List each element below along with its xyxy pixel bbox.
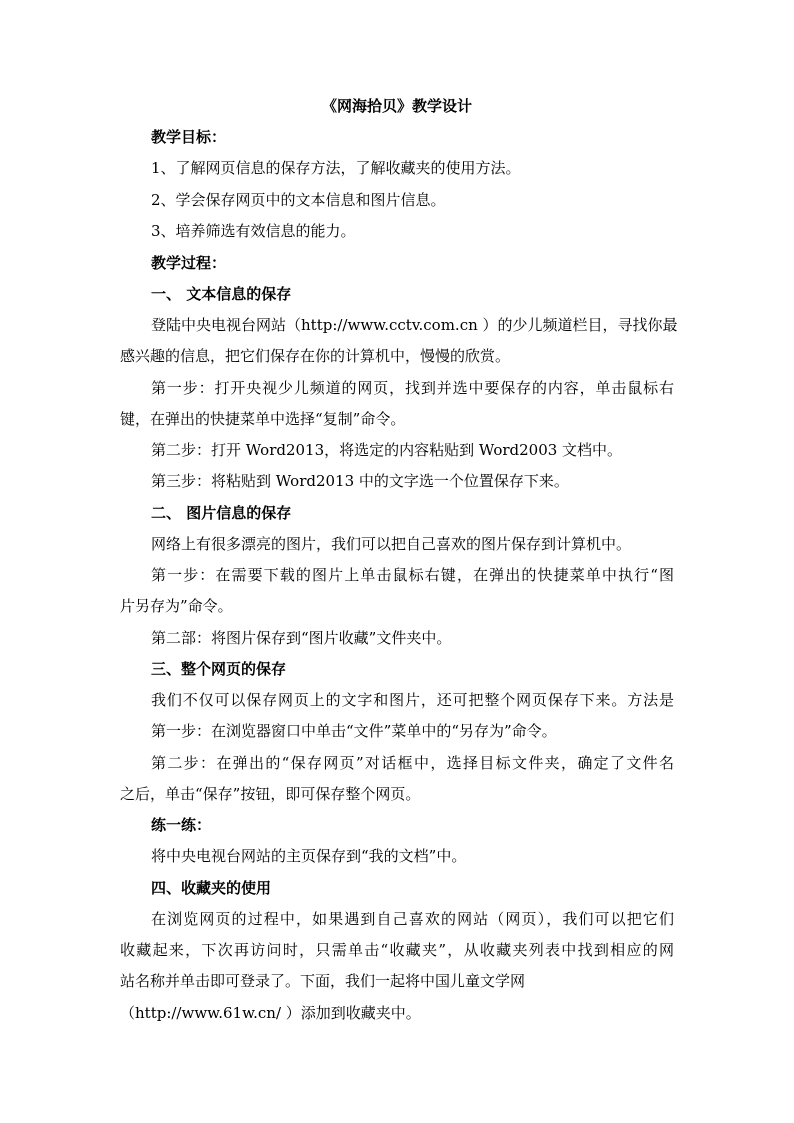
paragraph-line: 网络上有很多漂亮的图片，我们可以把自己喜欢的图片保存到计算机中。 [151,535,632,553]
paragraph-line: 登陆中央电视台网站（http://www.cctv.com.cn ）的少儿频道栏目，寻找你最 [151,316,678,334]
paragraph-line: 收藏起来，下次再访问时，只需单击“收藏夹”，从收藏夹列表中找到相应的网 [120,941,674,959]
paragraph-line: 第一步：打开央视少儿频道的网页，找到并选中要保存的内容，单击鼠标右 [151,379,674,397]
paragraph-line: 第三步：将粘贴到 Word2013 中的文字选一个位置保存下来。 [151,472,569,490]
paragraph-line: 片另存为”命令。 [120,597,233,615]
document-title: 《网海拾贝》教学设计 [321,97,472,115]
paragraph-line: （http://www.61w.cn/ ）添加到收藏夹中。 [120,1004,421,1022]
section-heading: 二、 图片信息的保存 [151,504,292,522]
paragraph-line: 之后，单击“保存”按钮，即可保存整个网页。 [120,785,421,803]
section-heading: 四、收藏夹的使用 [151,879,272,897]
paragraph-line: 第二步：在弹出的“保存网页”对话框中，选择目标文件夹，确定了文件名 [151,754,674,772]
objective-item: 3、培养筛选有效信息的能力。 [151,222,356,240]
objective-item: 1、了解网页信息的保存方法，了解收藏夹的使用方法。 [151,159,521,177]
objective-item: 2、学会保存网页中的文本信息和图片信息。 [151,191,446,209]
section-heading: 一、 文本信息的保存 [151,285,292,303]
paragraph-line: 站名称并单击即可登录了。下面，我们一起将中国儿童文学网 [120,972,526,990]
paragraph-line: 第二部：将图片保存到“图片收藏”文件夹中。 [151,629,452,647]
paragraph-line: 第二步：打开 Word2013，将选定的内容粘贴到 Word2003 文档中。 [151,441,623,459]
paragraph-line: 将中央电视台网站的主页保存到“我的文档”中。 [151,847,467,865]
paragraph-line: 感兴趣的信息，把它们保存在你的计算机中，慢慢的欣赏。 [120,347,511,365]
paragraph-line: 第一步：在浏览器窗口中单击“文件”菜单中的“另存为”命令。 [151,722,557,740]
practice-heading: 练一练： [151,816,212,834]
section-heading: 三、整个网页的保存 [151,660,287,678]
paragraph-line: 我们不仅可以保存网页上的文字和图片，还可把整个网页保存下来。方法是 [151,691,674,709]
paragraph-line: 键，在弹出的快捷菜单中选择“复制”命令。 [120,410,406,428]
objectives-heading: 教学目标： [151,128,227,146]
process-heading: 教学过程： [151,254,227,272]
paragraph-line: 在浏览网页的过程中，如果遇到自己喜欢的网站（网页），我们可以把它们 [151,910,674,928]
paragraph-line: 第一步：在需要下载的图片上单击鼠标右键，在弹出的快捷菜单中执行“图 [151,566,674,584]
